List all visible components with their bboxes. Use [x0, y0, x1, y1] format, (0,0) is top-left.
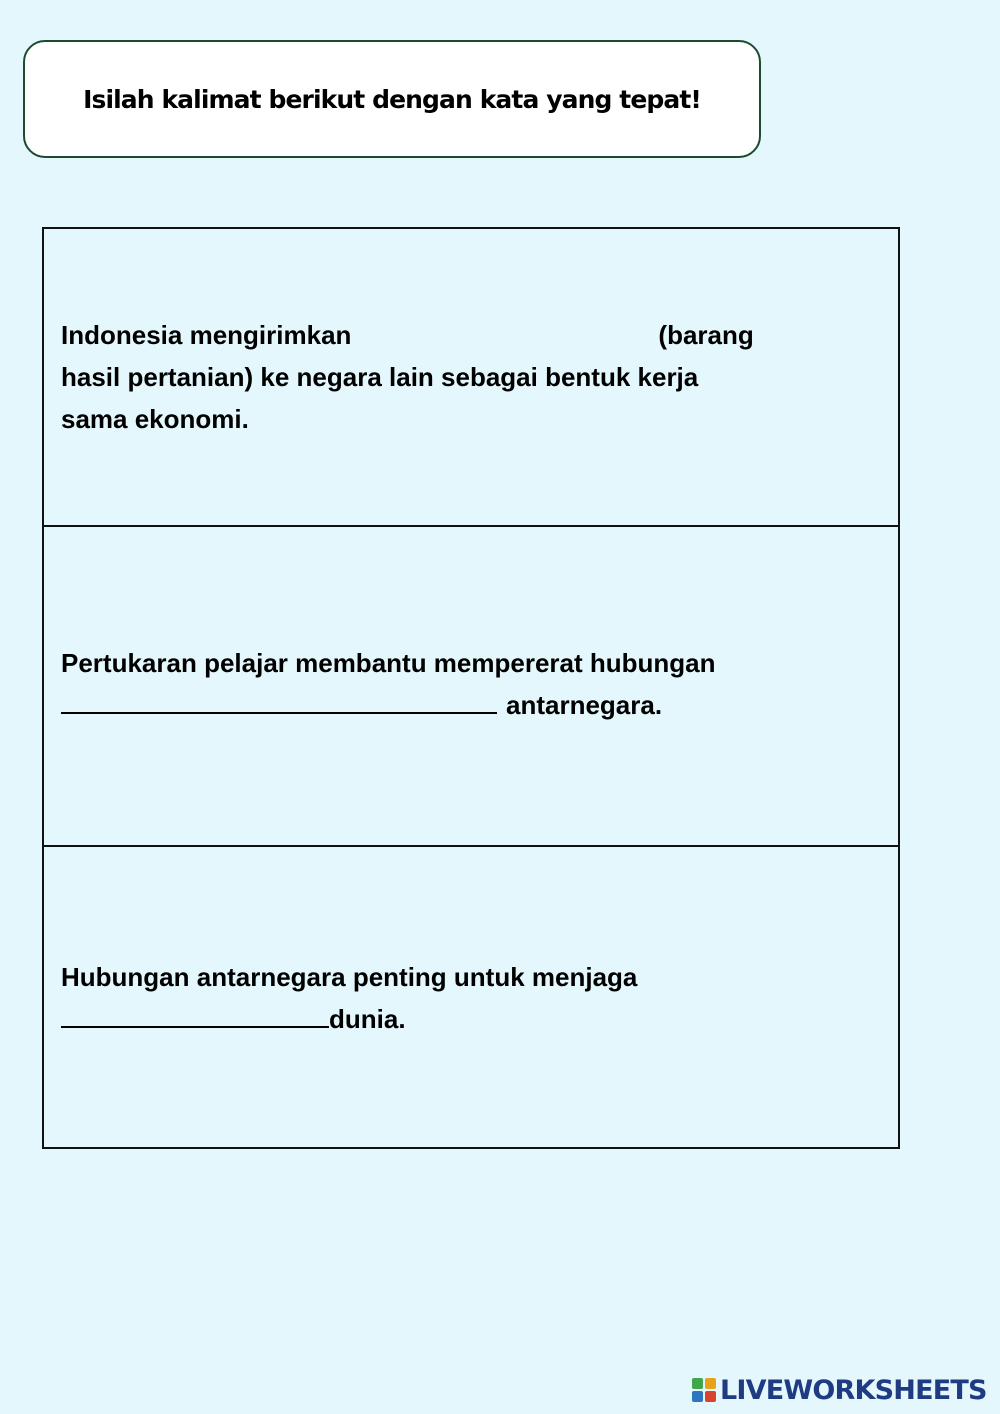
question-row-3 — [44, 845, 898, 1147]
answer-blank-2[interactable] — [61, 684, 497, 714]
instruction-box — [23, 40, 761, 158]
question-1-line-3: sama ekonomi. — [61, 404, 249, 434]
logo-square-1 — [692, 1378, 703, 1389]
question-2-line-2 — [61, 684, 841, 726]
logo-square-4 — [705, 1391, 716, 1402]
answer-blank-3[interactable] — [61, 998, 329, 1028]
liveworksheets-mark-icon — [692, 1378, 716, 1402]
question-3-text-after: dunia. — [329, 1004, 406, 1034]
question-row-2 — [44, 525, 898, 845]
question-2-text-after: antarnegara. — [506, 690, 663, 720]
question-table — [42, 227, 900, 1149]
question-3 — [61, 956, 841, 1040]
question-3-line-1: Hubungan antarnegara penting untuk menjaga — [61, 962, 638, 992]
question-2 — [61, 642, 841, 726]
question-3-line-2 — [61, 998, 841, 1040]
question-1-line-1 — [61, 314, 841, 356]
question-row-1 — [44, 229, 898, 525]
question-1-text-before: Indonesia mengirimkan — [61, 320, 352, 350]
logo-square-2 — [705, 1378, 716, 1389]
question-1 — [61, 314, 841, 440]
logo-square-3 — [692, 1391, 703, 1402]
liveworksheets-logo — [692, 1374, 987, 1406]
instruction-title: Isilah kalimat berikut dengan kata yang tepat! — [83, 84, 701, 114]
liveworksheets-wordmark: LIVEWORKSHEETS — [720, 1374, 987, 1406]
question-2-line-1: Pertukaran pelajar membantu mempererat hubungan — [61, 648, 716, 678]
question-1-text-after: (barang — [658, 320, 754, 350]
question-1-line-2: hasil pertanian) ke negara lain sebagai bentuk kerja — [61, 362, 699, 392]
